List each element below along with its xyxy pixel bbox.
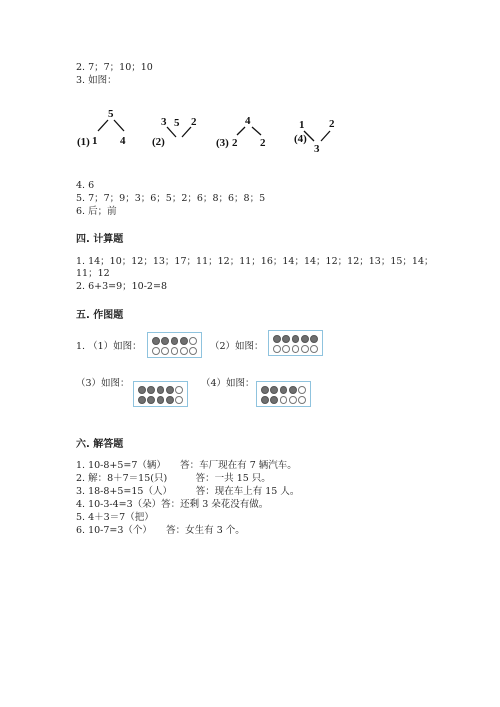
number-tree-4 — [294, 104, 354, 158]
empty-dot — [152, 347, 160, 355]
empty-dot — [161, 347, 169, 355]
tree-right: 2 — [260, 137, 266, 149]
tree-top: 4 — [245, 115, 251, 127]
number-tree-3 — [216, 104, 276, 158]
filled-dot — [261, 396, 269, 404]
dot-row — [152, 346, 197, 356]
section-heading: 四. 计算题 — [76, 234, 124, 245]
dot-row — [138, 395, 183, 405]
empty-dot — [282, 345, 290, 353]
answer-line: 4. 10-3-4=3（朵）答：还剩 3 朵花没有做。 — [76, 499, 269, 510]
question-label: （2）如图： — [210, 341, 264, 352]
empty-dot — [301, 345, 309, 353]
empty-dot — [280, 396, 288, 404]
filled-dot — [292, 335, 300, 343]
tree-label: (4) — [294, 133, 307, 145]
empty-dot — [189, 337, 197, 345]
answer-line: 5. 4＋3＝7（把） — [76, 512, 154, 523]
dot-row — [138, 385, 183, 395]
answer-line: 3. 18-8+5=15（人） 答：现在车上有 15 人。 — [76, 486, 300, 497]
dot-frame-3 — [133, 381, 188, 407]
question-label: 1. （1）如图： — [76, 341, 142, 352]
empty-dot — [298, 396, 306, 404]
answer-line: 1. 10-8+5=7（辆） 答：车厂现在有 7 辆汽车。 — [76, 460, 297, 471]
dot-row — [152, 336, 197, 346]
tree-left: 1 — [92, 135, 98, 147]
filled-dot — [273, 335, 281, 343]
empty-dot — [273, 345, 281, 353]
tree-right: 2 — [191, 116, 197, 128]
answer-line: 11；12 — [76, 268, 110, 279]
empty-dot — [310, 345, 318, 353]
filled-dot — [166, 396, 174, 404]
filled-dot — [171, 337, 179, 345]
filled-dot — [152, 337, 160, 345]
answer-line: 1. 14；10；12；13；17；11；12；11；16；14；14；12；12；13；15；14； — [76, 256, 434, 267]
tree-left: 1 — [299, 119, 305, 131]
filled-dot — [138, 386, 146, 394]
filled-dot — [180, 337, 188, 345]
tree-left: 3 — [161, 116, 167, 128]
filled-dot — [161, 337, 169, 345]
filled-dot — [270, 386, 278, 394]
filled-dot — [157, 396, 165, 404]
filled-dot — [301, 335, 309, 343]
dot-row — [261, 385, 306, 395]
empty-dot — [175, 386, 183, 394]
question-label: （3）如图： — [76, 378, 130, 389]
tree-label: (3) — [216, 137, 229, 149]
filled-dot — [280, 386, 288, 394]
tree-label: (2) — [152, 136, 165, 148]
answer-line: 2. 解：8＋7＝15(只) 答：一共 15 只。 — [76, 473, 271, 484]
dot-row — [273, 334, 318, 344]
filled-dot — [310, 335, 318, 343]
empty-dot — [189, 347, 197, 355]
empty-dot — [289, 396, 297, 404]
dot-frame-1 — [147, 332, 202, 358]
filled-dot — [270, 396, 278, 404]
tree-top: 3 — [314, 143, 320, 155]
answer-line: 3. 如图： — [76, 75, 117, 86]
filled-dot — [138, 396, 146, 404]
dot-frame-4 — [256, 381, 311, 407]
answer-line: 6. 后；前 — [76, 206, 117, 217]
tree-left: 2 — [232, 137, 238, 149]
empty-dot — [171, 347, 179, 355]
filled-dot — [157, 386, 165, 394]
empty-dot — [180, 347, 188, 355]
filled-dot — [289, 386, 297, 394]
empty-dot — [175, 396, 183, 404]
answer-line: 2. 6+3=9；10-2=8 — [76, 281, 167, 292]
tree-top: 5 — [108, 108, 114, 120]
empty-dot — [298, 386, 306, 394]
section-heading: 五. 作图题 — [76, 310, 124, 321]
section-heading: 六. 解答题 — [76, 439, 124, 450]
answer-line: 6. 10-7=3（个） 答：女生有 3 个。 — [76, 525, 245, 536]
dot-row — [273, 344, 318, 354]
dot-row — [261, 395, 306, 405]
filled-dot — [166, 386, 174, 394]
answer-line: 5. 7；7；9；3；6；5；2；6；8；6；8；5 — [76, 193, 266, 204]
number-tree-1 — [77, 104, 137, 158]
number-tree-2 — [152, 104, 212, 158]
answer-line: 4. 6 — [76, 180, 95, 191]
tree-top: 5 — [174, 117, 180, 129]
tree-label: (1) — [77, 136, 90, 148]
answer-line: 2. 7；7；10；10 — [76, 62, 153, 73]
tree-right: 4 — [120, 135, 126, 147]
filled-dot — [261, 386, 269, 394]
filled-dot — [282, 335, 290, 343]
dot-frame-2 — [268, 330, 323, 356]
filled-dot — [147, 396, 155, 404]
empty-dot — [292, 345, 300, 353]
tree-right: 2 — [329, 118, 335, 130]
question-label: （4）如图： — [201, 378, 255, 389]
filled-dot — [147, 386, 155, 394]
